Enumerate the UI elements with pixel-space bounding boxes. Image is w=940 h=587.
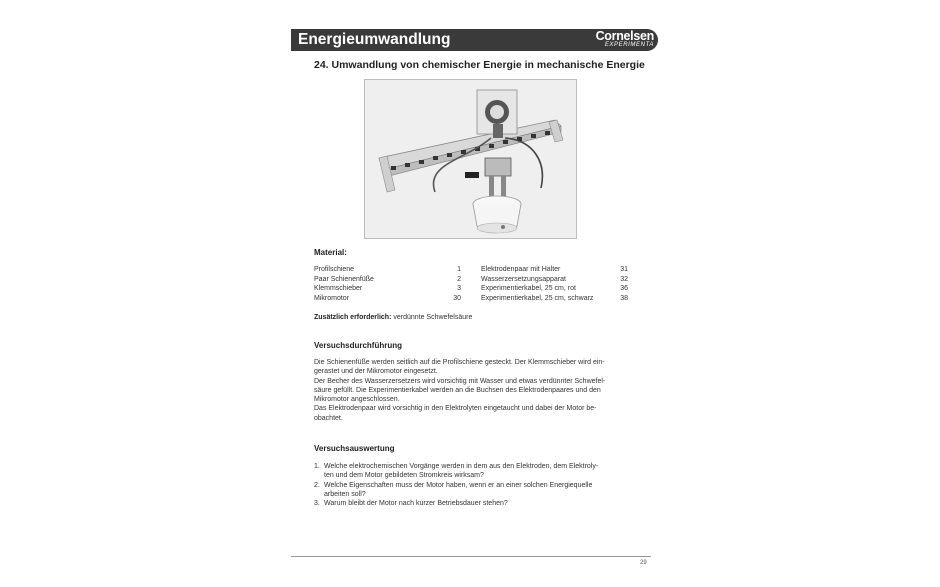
material-name: Elektrodenpaar mit Halter — [481, 266, 561, 273]
footer-divider — [291, 556, 651, 557]
additional-materials-value: verdünnte Schwefelsäure — [391, 314, 473, 321]
material-item — [481, 294, 628, 304]
question-item — [314, 462, 634, 481]
question-line: Warum bleibt der Motor nach kurzer Betriebsdauer stehen? — [324, 500, 508, 508]
procedure-heading: Versuchsdurchführung — [314, 341, 403, 350]
material-item — [481, 284, 628, 294]
procedure-line: säure gefüllt. Die Experimentierkabel werden an die Buchsen des Elektrodenpaares und den — [314, 386, 601, 394]
material-name: Mikromotor — [314, 294, 350, 302]
question-number: 2. — [314, 481, 320, 489]
procedure-line: Der Becher des Wasserzersetzers wird vorsichtig mit Wasser und etwas verdünnter Schwefel- — [314, 377, 606, 385]
material-item — [314, 265, 461, 275]
material-name: Wasserzersetzungsapparat — [481, 275, 566, 283]
header-title: Energieumwandlung — [298, 31, 451, 48]
material-number: 30 — [453, 294, 461, 302]
question-number: 1. — [314, 463, 320, 470]
procedure-text — [314, 358, 634, 423]
material-name: Experimentierkabel, 25 cm, schwarz — [481, 294, 594, 302]
material-number: 31 — [620, 266, 628, 273]
question-item — [314, 499, 634, 508]
question-line: ten und dem Motor gebildeten Stromkreis wirksam? — [324, 472, 484, 480]
material-item — [481, 265, 628, 275]
procedure-line: Mikromotor angeschlossen. — [314, 396, 400, 404]
material-number: 38 — [620, 294, 628, 302]
material-name: Klemmschieber — [314, 285, 363, 293]
material-item — [314, 275, 461, 285]
material-name: Profilschiene — [314, 266, 355, 273]
procedure-line: gerastet und der Mikromotor eingesetzt. — [314, 368, 438, 376]
question-line: Welche Eigenschaften muss der Motor haben, wenn er an einer solchen Energiequelle — [324, 481, 593, 489]
procedure-line: Das Elektrodenpaar wird vorsichtig in den Elektrolyten eingetaucht und dabei der Motor be- — [314, 405, 597, 413]
publisher-name: Cornelsen — [595, 29, 654, 43]
material-name: Experimentierkabel, 25 cm, rot — [481, 285, 576, 293]
material-list-left — [314, 265, 461, 303]
additional-materials — [314, 314, 472, 321]
evaluation-questions — [314, 462, 634, 508]
material-heading: Material: — [314, 248, 347, 257]
page-number: 29 — [640, 560, 647, 566]
publisher-series: EXPERIMENTA — [604, 42, 654, 48]
header-bar — [291, 29, 658, 51]
question-number: 3. — [314, 500, 320, 508]
material-name: Paar Schienenfüße — [314, 275, 374, 283]
question-line: Welche elektrochemischen Vorgänge werden in dem aus den Elektroden, dem Elektroly- — [324, 463, 599, 470]
experiment-setup-image — [365, 80, 576, 238]
question-item — [314, 481, 634, 500]
evaluation-heading: Versuchsauswertung — [314, 444, 395, 453]
publisher-logo — [596, 30, 654, 49]
experiment-photo — [364, 79, 577, 239]
material-list-right — [481, 265, 628, 303]
material-number: 2 — [457, 275, 461, 283]
procedure-line: obachtet. — [314, 414, 343, 422]
material-number: 32 — [620, 275, 628, 283]
procedure-line: Die Schienenfüße werden seitlich auf die Profilschiene gesteckt. Der Klemmschieber wird ein- — [314, 359, 605, 366]
material-item — [314, 294, 461, 304]
question-line: arbeiten soll? — [324, 490, 366, 498]
material-number: 3 — [457, 285, 461, 293]
material-item — [481, 275, 628, 285]
additional-materials-label: Zusätzlich erforderlich: — [314, 314, 392, 321]
material-item — [314, 284, 461, 294]
material-number: 1 — [457, 266, 461, 273]
experiment-title: 24. Umwandlung von chemischer Energie in mechanische Energie — [314, 59, 645, 71]
material-number: 36 — [620, 285, 628, 293]
